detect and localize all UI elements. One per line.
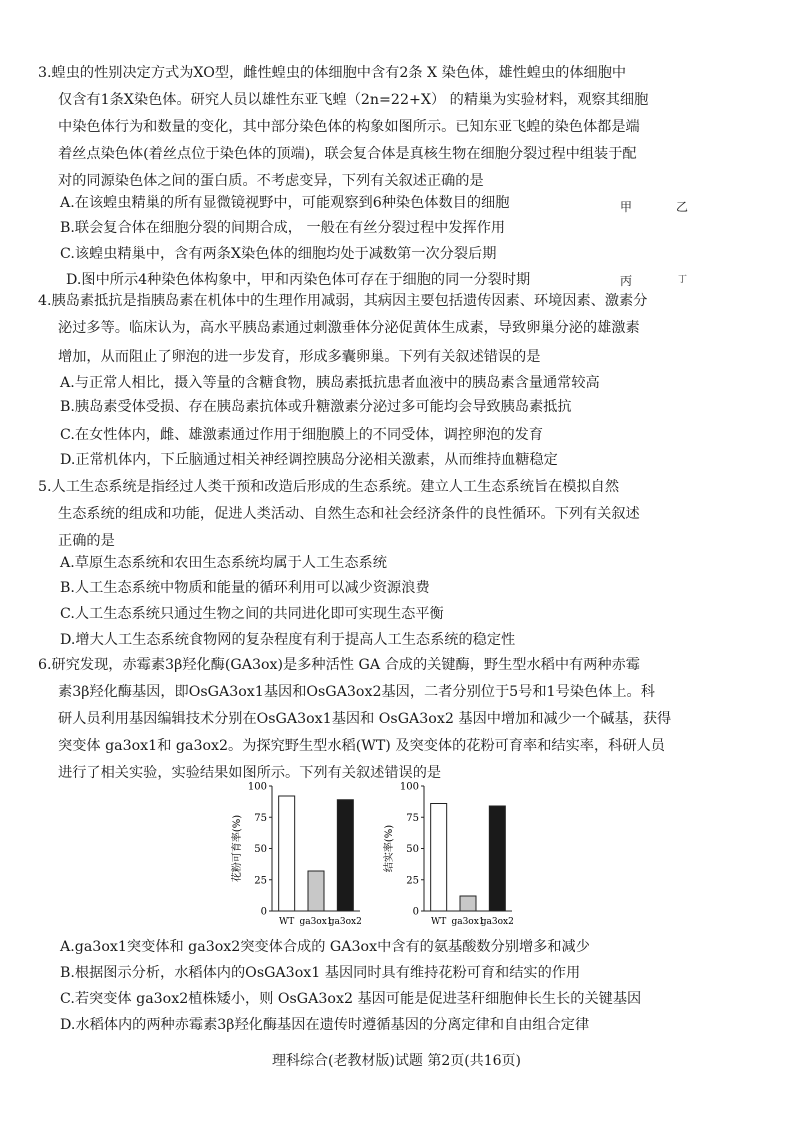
q3-line: 中染色体行为和数量的变化，其中部分染色体的构象如图所示。已知东亚飞蝗的染色体都是端 [58, 119, 640, 135]
q6-line: 突变体 ga3ox1和 ga3ox2。为探究野生型水稻(WT) 及突变体的花粉可育率和结实率，科研人员 [58, 738, 665, 754]
bar-ga3ox2 [337, 800, 353, 911]
q5-option-b: B.人工生态系统中物质和能量的循环利用可以减少资源浪费 [60, 580, 430, 596]
y-tick-label: 100 [247, 781, 267, 793]
y-tick-label: 0 [260, 906, 267, 918]
q5-line: 生态系统的组成和功能，促进人类活动、自然生态和社会经济条件的良性循环。下列有关叙述 [58, 506, 640, 522]
question-5-stem [38, 474, 758, 555]
y-tick-label: 25 [254, 875, 267, 887]
question-3-stem [38, 60, 758, 195]
y-tick-label: 100 [399, 781, 419, 793]
y-tick-label: 0 [412, 906, 419, 918]
seed-setting-chart [380, 778, 520, 930]
q3-option-c: C.该蝗虫精巢中，含有两条X染色体的细胞均处于减数第一次分裂后期 [60, 246, 497, 262]
bar-WT [279, 796, 295, 911]
q5-option-c: C.人工生态系统只通过生物之间的共同进化即可实现生态平衡 [60, 606, 444, 622]
y-axis-label: 结实率(%) [384, 824, 395, 873]
q4-line: 4.胰岛素抵抗是指胰岛素在机体中的生理作用减弱，其病因主要包括遗传因素、环境因素、激素分 [38, 293, 648, 309]
bar-ga3ox2 [489, 806, 505, 911]
q3-option-b: B.联会复合体在细胞分裂的间期合成， 一般在有丝分裂过程中发挥作用 [60, 220, 506, 236]
x-tick-label: ga3ox1 [299, 917, 333, 927]
q6-option-d: D.水稻体内的两种赤霉素3β羟化酶基因在遗传时遵循基因的分离定律和自由组合定律 [60, 1017, 590, 1033]
q4-option-d: D.正常机体内，下丘脑通过相关神经调控胰岛分泌相关激素，从而维持血糖稳定 [60, 452, 558, 468]
q5-line: 5.人工生态系统是指经过人类干预和改造后形成的生态系统。建立人工生态系统旨在模拟自然 [38, 479, 620, 495]
figure-label-bing: 丙 [620, 274, 633, 288]
bar-WT [431, 804, 447, 912]
figure-label-yi: 乙 [676, 200, 689, 214]
q4-line: 泌过多等。临床认为，高水平胰岛素通过刺激垂体分泌促黄体生成素，导致卵巢分泌的雄激素 [58, 320, 640, 336]
q6-line: 素3β羟化酶基因，即OsGA3ox1基因和OsGA3ox2基因，二者分别位于5号和1号染色体上。科 [58, 684, 655, 700]
page-footer: 理科综合(老教材版)试题 第2页(共16页) [271, 1053, 522, 1069]
x-tick-label: WT [279, 917, 295, 927]
y-tick-label: 25 [406, 875, 419, 887]
figure-label-jia: 甲 [620, 200, 633, 214]
y-tick-label: 50 [254, 844, 267, 855]
q4-line: 增加，从而阻止了卵泡的进一步发育，形成多囊卵巢。下列有关叙述错误的是 [58, 349, 541, 365]
question-6-stem [38, 652, 758, 787]
question-4-stem [38, 288, 758, 371]
q6-option-a: A.ga3ox1突变体和 ga3ox2突变体合成的 GA3ox中含有的氨基酸数分别增多和减少 [60, 939, 590, 955]
q6-line: 研人员利用基因编辑技术分别在OsGA3ox1基因和 OsGA3ox2 基因中增加和减少一个碱基，获得 [58, 711, 672, 727]
x-tick-label: ga3ox2 [328, 917, 362, 927]
q6-option-c: C.若突变体 ga3ox2植株矮小，则 OsGA3ox2 基因可能是促进茎秆细胞伸长生长的关键基因 [60, 991, 642, 1007]
y-tick-label: 75 [254, 812, 267, 824]
bar-ga3ox1 [308, 871, 324, 911]
q3-option-d: D.图中所示4种染色体构象中，甲和丙染色体可存在于细胞的同一分裂时期 [66, 272, 531, 288]
q4-option-a: A.与正常人相比，摄入等量的含糖食物，胰岛素抵抗患者血液中的胰岛素含量通常较高 [60, 375, 600, 391]
q6-option-b: B.根据图示分析，水稻体内的OsGA3ox1 基因同时具有维持花粉可育和结实的作用 [60, 965, 581, 981]
q4-option-c: C.在女性体内，雌、雄激素通过作用于细胞膜上的不同受体，调控卵泡的发育 [60, 427, 544, 443]
q4-option-b: B.胰岛素受体受损、存在胰岛素抗体或升糖激素分泌过多可能均会导致胰岛素抵抗 [60, 399, 572, 415]
q3-line: 着丝点染色体(着丝点位于染色体的顶端)，联会复合体是真核生物在细胞分裂过程中组装于配 [58, 146, 637, 162]
y-tick-label: 50 [406, 844, 419, 855]
q3-line: 仅含有1条X染色体。研究人员以雄性东亚飞蝗（2n=22+X） 的精巢为实验材料，观察其细胞 [58, 92, 649, 108]
q5-option-a: A.草原生态系统和农田生态系统均属于人工生态系统 [60, 555, 387, 571]
x-tick-label: ga3ox1 [451, 917, 485, 927]
x-tick-label: ga3ox2 [480, 917, 514, 927]
q3-option-a: A.在该蝗虫精巢的所有显微镜视野中，可能观察到6种染色体数目的细胞 [60, 195, 510, 211]
q5-line: 正确的是 [58, 533, 115, 549]
q6-line: 6.研究发现，赤霉素3β羟化酶(GA3ox)是多种活性 GA 合成的关键酶，野生型水稻中有两种赤霉 [38, 657, 640, 673]
bar-ga3ox1 [460, 896, 476, 911]
q6-line: 进行了相关实验，实验结果如图所示。下列有关叙述错误的是 [58, 765, 442, 781]
y-axis-label: 花粉可育率(%) [232, 814, 243, 883]
y-tick-label: 75 [406, 812, 419, 824]
q3-line: 对的同源染色体之间的蛋白质。不考虑变异，下列有关叙述正确的是 [58, 173, 484, 189]
q5-option-d: D.增大人工生态系统食物网的复杂程度有利于提高人工生态系统的稳定性 [60, 632, 516, 648]
figure-label-ding: 丁 [678, 275, 688, 285]
pollen-fertility-chart [228, 778, 368, 930]
q3-line: 3.蝗虫的性别决定方式为XO型，雌性蝗虫的体细胞中含有2条 X 染色体，雄性蝗虫的体细胞中 [38, 65, 627, 81]
x-tick-label: WT [431, 917, 447, 927]
